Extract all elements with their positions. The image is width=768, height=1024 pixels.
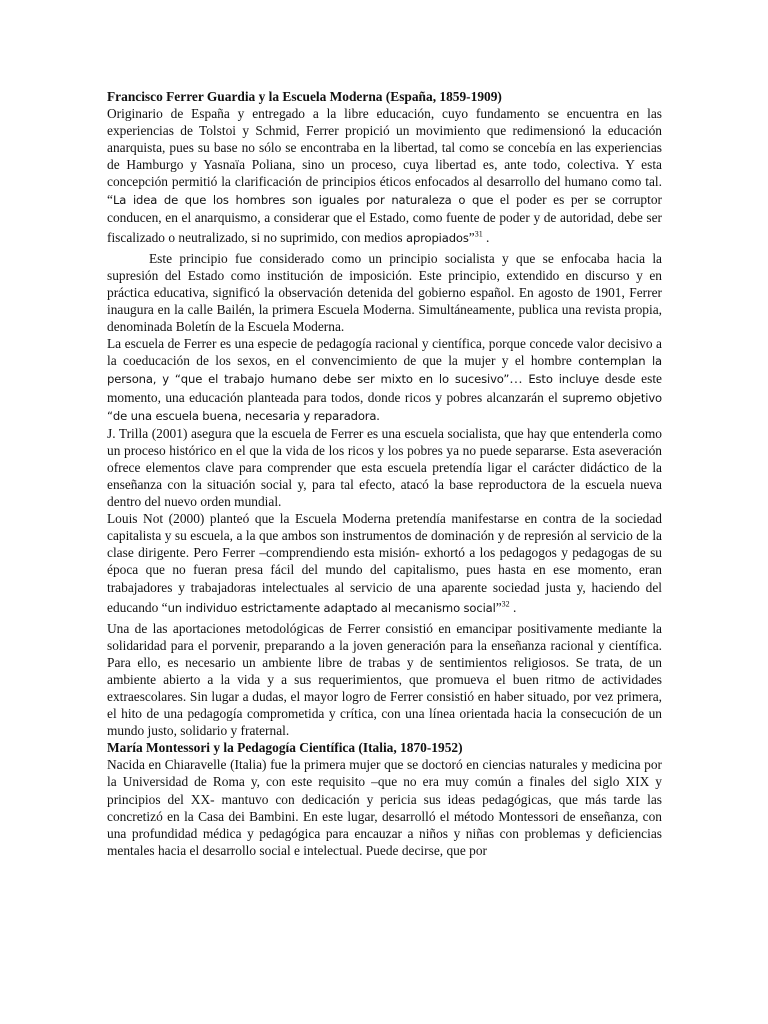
paragraph-socialist-principle: Este principio fue considerado como un principio socialista y que se enfocaba hacia la supresión del Estado como institución de imposición. Este principio, extendido en discurso y en práctica educativa, significó la observación detenida del gobierno español. En agosto de 1901, Ferrer inaugura en la calle Bailén, la primera Escuela Moderna. Simultáneamente, publica una revista propia, denominada Boletín de la Escuela Moderna. xyxy=(107,250,662,335)
paragraph-ferrer-origins xyxy=(107,105,662,250)
paragraph-rational-pedagogy xyxy=(107,335,662,424)
document-page xyxy=(107,88,662,859)
closing-quote: ” xyxy=(495,599,502,615)
paragraph-trilla: J. Trilla (2001) asegura que la escuela de Ferrer es una escuela socialista, que hay que entenderla como un proceso histórico en el que la vida de los ricos y los pobres ya no puede separarse. Esta aseveración ofrece elementos clave para comprender que esta escuela pretendía ligar el carácter didáctico de la enseñanza con la situación social y, para tal efecto, atacó la base reproductora de la escuela nueva dentro del nuevo orden mundial. xyxy=(107,425,662,510)
paragraph-text: el poder es per se corruptor conducen, en el anarquismo, a considerar que el Estado, como fuente de poder y de autoridad, debe ser fiscalizado o neutralizado, si no suprimido, con medios xyxy=(107,191,662,245)
paragraph-end: . xyxy=(509,599,517,615)
ellipsis: … xyxy=(509,371,529,387)
quote-text: supremo objetivo “de una escuela buena, necesaria y reparadora xyxy=(107,390,662,423)
closing-quote: ” xyxy=(468,229,475,245)
quote-text: contemplan la persona, y “que el trabajo humano debe ser mixto en lo sucesivo” xyxy=(107,354,662,387)
quote-text: apropiados xyxy=(406,230,469,245)
paragraph-methodology: Una de las aportaciones metodológicas de Ferrer consistió en emancipar positivamente mediante la solidaridad para el porvenir, preparando a la joven generación para la enseñanza racional y científica. Para ello, es necesario un ambiente libre de trabas y de sentimientos religiosos. Se trata, de un ambiente abierto a la vida y a sus requerimientos, que promueva el buen ritmo de actividades extraescolares. Sin lugar a dudas, el mayor logro de Ferrer consistió en haber situado, por vez primera, el hito de una pedagogía comprometida y crítica, con una línea orientada hacia la consecución de un mundo justo, solidario y fraternal. xyxy=(107,620,662,739)
quote-text: un individuo estrictamente adaptado al mecanismo social xyxy=(167,600,496,615)
paragraph-text: desde este momento, una educación planteada para todos, donde ricos y pobres alcanzarán el xyxy=(107,371,662,405)
quote-text: La idea de que los hombres son iguales por naturaleza o que xyxy=(112,192,494,207)
footnote-marker-31: 31 xyxy=(474,229,483,239)
paragraph-text: La escuela de Ferrer es una especie de pedagogía racional y científica, porque concede valor decisivo a la coeducación de los sexos, en el convencimiento de que la mujer y el hombre xyxy=(107,336,662,369)
paragraph-text: Originario de España y entregado a la libre educación, cuyo fundamento se encuentra en las experiencias de Tolstoi y Schmid, Ferrer propició un movimiento que redimensionó la educación anarquista, pues su base no sólo se encontraba en la libertad, tal como se concebía en las experiencias de Hamburgo y Yasnaïa Poliana, sino un proceso, cuya libertad es, ante todo, colectiva. Y esta concepción permitió la clarificación de principios éticos enfocados al desarrollo del humano como tal. “ xyxy=(107,106,662,207)
section-heading-montessori: María Montessori y la Pedagogía Científica (Italia, 1870-1952) xyxy=(107,740,463,756)
paragraph-end: . xyxy=(376,407,380,423)
footnote-marker-32: 32 xyxy=(501,599,510,609)
paragraph-text: Louis Not (2000) planteó que la Escuela Moderna pretendía manifestarse en contra de la sociedad capitalista y su escuela, a la que ambos son instrumentos de dominación y de represión al servicio de la clase dirigente. Pero Ferrer –comprendiendo esta misión- exhortó a los pedagogos y pedagogas de su época que no fueran presa fácil del mundo del capitalismo, pues hasta en ese momento, eran trabajadores y trabajadoras intelectuales al servicio de una aparente sociedad justa y, haciendo del educando “ xyxy=(107,511,662,615)
section-heading-ferrer: Francisco Ferrer Guardia y la Escuela Moderna (España, 1859-1909) xyxy=(107,89,502,104)
paragraph-louis-not xyxy=(107,510,662,619)
paragraph-montessori: Nacida en Chiaravelle (Italia) fue la primera mujer que se doctoró en ciencias naturales y medicina por la Universidad de Roma y, con este requisito –que no era muy común a finales del siglo XIX y principios del XX- mantuvo con dedicación y pericia sus ideas pedagógicas, que más tarde las concretizó en la Casa dei Bambini. En este lugar, desarrolló el método Montessori de enseñanza, con una profundidad médica y pedagógica para encauzar a niños y niñas con problemas y deficiencias mentales hacia el desarrollo social e intelectual. Puede decirse, que por xyxy=(107,757,662,858)
paragraph-end: . xyxy=(482,229,490,245)
quote-text: Esto incluye xyxy=(528,372,600,387)
